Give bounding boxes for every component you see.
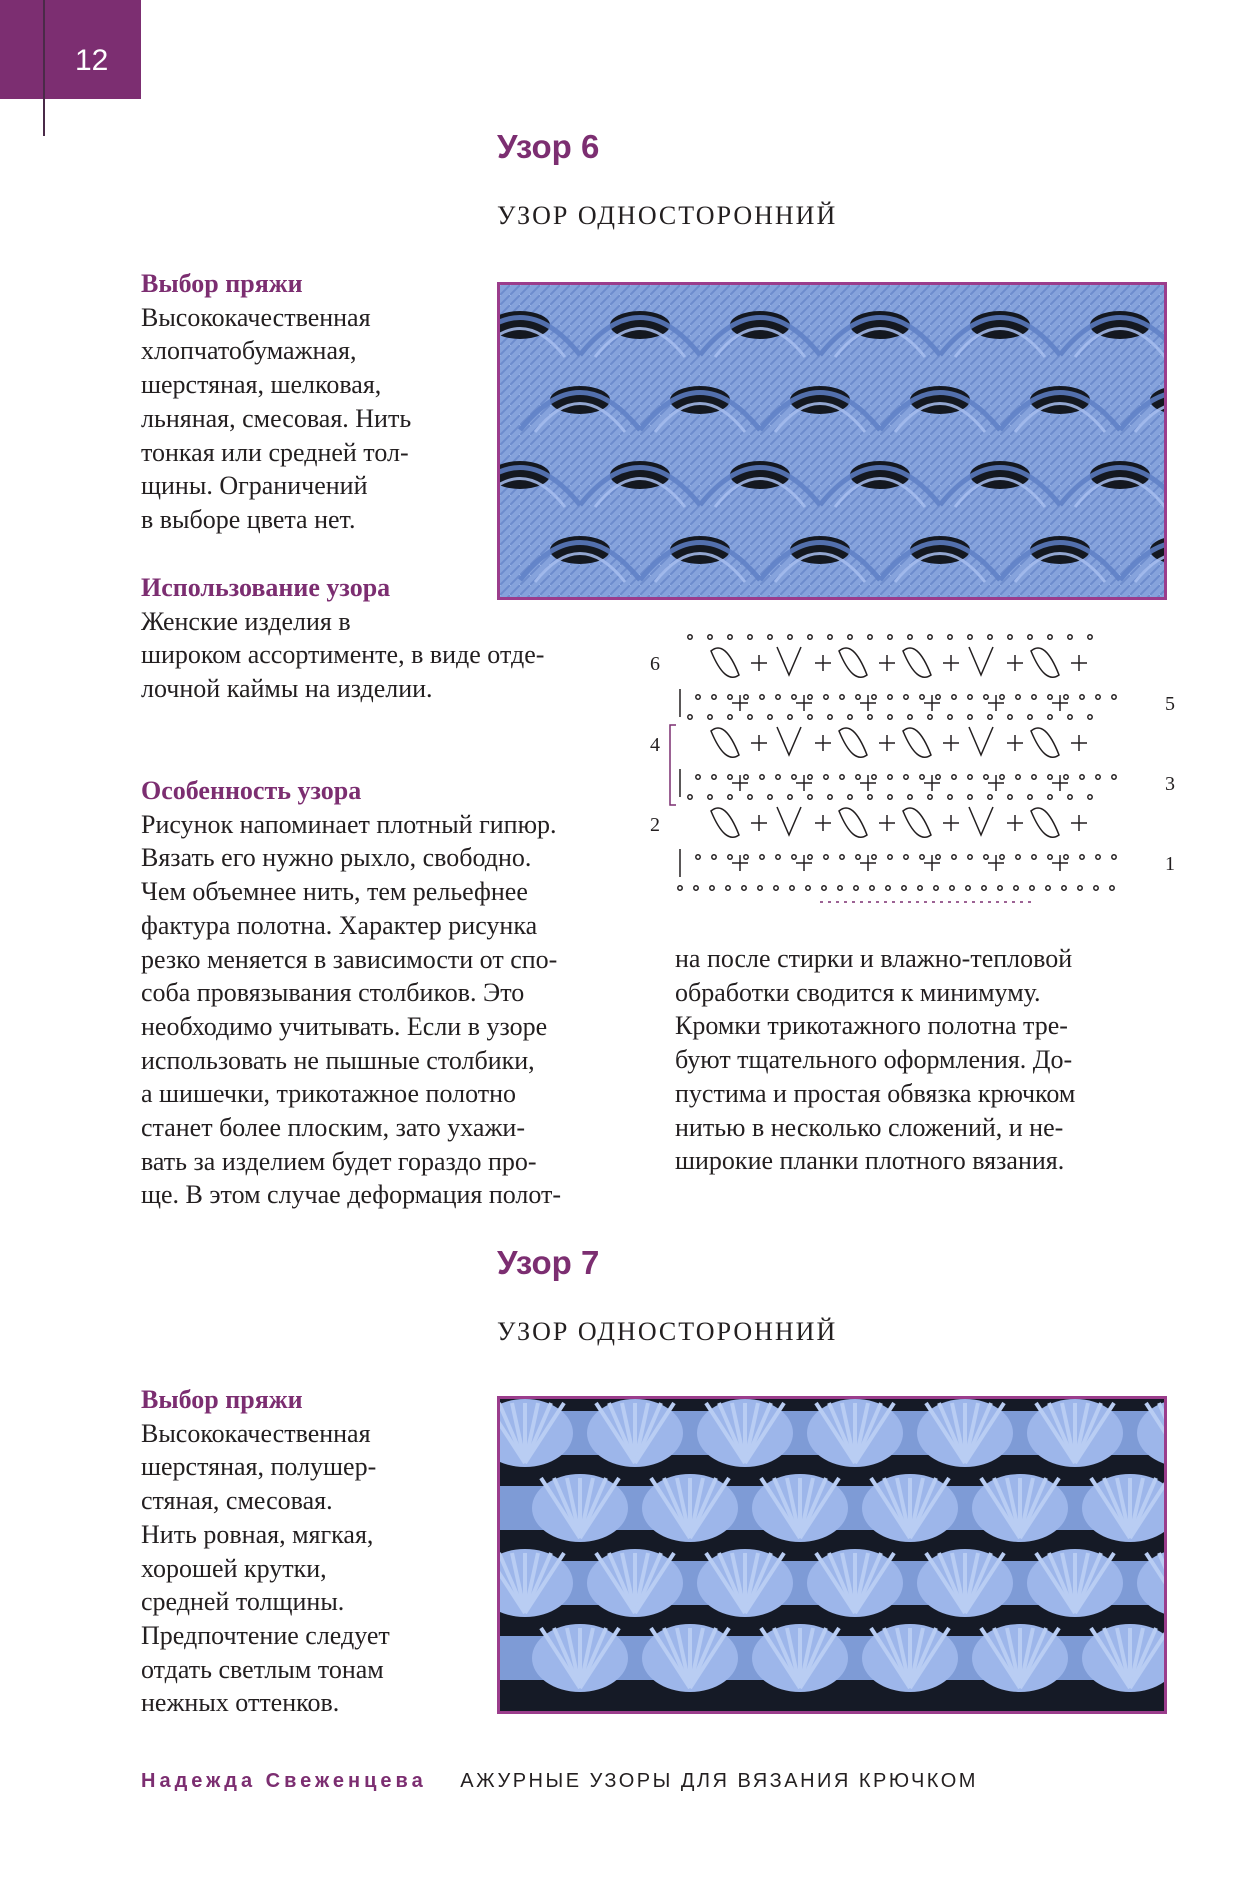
chart-chain	[1028, 635, 1032, 639]
chart-chain	[1048, 715, 1052, 719]
chart-single-crochet	[1071, 655, 1087, 671]
chart-chain	[808, 695, 812, 699]
chart-chain	[1080, 775, 1084, 779]
chart-chain	[988, 635, 992, 639]
chart-leaf-stitch	[903, 808, 931, 837]
chart-chain	[872, 855, 876, 859]
chart-chain	[1032, 695, 1036, 699]
pattern6-yarn-section	[141, 267, 491, 537]
pattern7-yarn-line: Нить ровная, мягкая,	[141, 1519, 374, 1549]
chart-chain	[888, 855, 892, 859]
chart-chain	[984, 695, 988, 699]
chart-chain	[888, 635, 892, 639]
pattern6-feature-line: а шишечки, трикотажное полотно	[141, 1079, 517, 1109]
chart-chain	[1048, 695, 1052, 699]
chart-leaf-stitch	[1031, 728, 1059, 757]
pattern6-feature-label: Особенность узора	[141, 776, 362, 805]
chart-single-crochet	[879, 815, 895, 831]
chart-chain	[856, 695, 860, 699]
chart-foundation-chain	[950, 886, 954, 890]
chart-single-crochet	[860, 855, 876, 871]
chart-foundation-chain	[902, 886, 906, 890]
page-number-tab	[0, 0, 141, 99]
chart-single-crochet	[924, 775, 940, 791]
chart-chain	[904, 855, 908, 859]
chart-chain	[824, 855, 828, 859]
chart-chain	[824, 775, 828, 779]
chart-chain	[968, 855, 972, 859]
chart-chain	[840, 695, 844, 699]
pattern6-usage-line: лочной каймы на изделии.	[141, 674, 433, 704]
pattern6-usage-label: Использование узора	[141, 573, 391, 602]
chart-v-stitch	[777, 647, 801, 675]
chart-chain	[1096, 695, 1100, 699]
chart-row-label-3: 3	[1165, 773, 1175, 795]
chart-single-crochet	[815, 735, 831, 751]
chart-chain	[728, 795, 732, 799]
chart-chain	[1000, 695, 1004, 699]
chart-single-crochet	[860, 775, 876, 791]
pattern6-feature-line: вать за изделием будет гораздо про-	[141, 1146, 537, 1176]
chart-single-crochet	[1052, 855, 1068, 871]
chart-chain	[1032, 775, 1036, 779]
chart-single-crochet	[732, 775, 748, 791]
chart-chain	[728, 695, 732, 699]
pattern6-photo-image	[500, 285, 1164, 597]
pattern6-usage-line: широком ассортименте, в виде отде-	[141, 640, 545, 670]
page-footer	[141, 1770, 978, 1793]
chart-chain	[708, 715, 712, 719]
chart-chain	[792, 855, 796, 859]
chart-chain	[948, 635, 952, 639]
chart-chain	[952, 775, 956, 779]
chart-chain	[1112, 695, 1116, 699]
chart-v-stitch	[777, 727, 801, 755]
chart-single-crochet	[988, 775, 1004, 791]
pattern6-feature-line: станет более плоским, зато ухажи-	[141, 1113, 525, 1143]
chart-chain	[744, 855, 748, 859]
chart-chain	[828, 715, 832, 719]
pattern6-feature-line: широкие планки плотного вязания.	[675, 1146, 1065, 1176]
chart-chain	[1016, 695, 1020, 699]
chart-chain	[712, 695, 716, 699]
chart-chain	[872, 775, 876, 779]
chart-chain	[728, 715, 732, 719]
chart-chain	[696, 775, 700, 779]
chart-v-stitch	[969, 647, 993, 675]
chart-chain	[1008, 635, 1012, 639]
chart-chain	[904, 695, 908, 699]
chart-single-crochet	[879, 655, 895, 671]
chart-chain	[1048, 635, 1052, 639]
footer-author: Надежда Свеженцева	[141, 1770, 427, 1792]
chart-foundation-chain	[966, 886, 970, 890]
chart-chain	[1080, 695, 1084, 699]
chart-foundation-chain	[678, 886, 682, 890]
chart-chain	[728, 635, 732, 639]
chart-chain	[988, 715, 992, 719]
pattern7-yarn-line: Предпочтение следует	[141, 1620, 390, 1650]
chart-single-crochet	[796, 695, 812, 711]
chart-single-crochet	[1052, 775, 1068, 791]
pattern7-yarn-line: отдать светлым тонам	[141, 1654, 384, 1684]
chart-chain	[1016, 775, 1020, 779]
chart-chain	[808, 775, 812, 779]
chart-foundation-chain	[1014, 886, 1018, 890]
pattern6-feature-line: на после стирки и влажно-тепловой	[675, 944, 1073, 973]
chart-single-crochet	[751, 655, 767, 671]
chart-chain	[988, 795, 992, 799]
chart-foundation-chain	[790, 886, 794, 890]
pattern6-title: Узор 6	[497, 128, 600, 165]
chart-chain	[968, 635, 972, 639]
pattern6-feature-section	[141, 774, 661, 1212]
chart-chain	[808, 795, 812, 799]
chart-foundation-chain	[774, 886, 778, 890]
pattern7-yarn-line: Высококачественная	[141, 1418, 371, 1448]
pattern7-yarn-line: хорошей крутки,	[141, 1553, 327, 1583]
chart-chain	[908, 715, 912, 719]
chart-chain	[968, 715, 972, 719]
chart-chain	[696, 695, 700, 699]
pattern6-feature-line: соба провязывания столбиков. Это	[141, 978, 525, 1008]
chart-chain	[928, 635, 932, 639]
chart-chain	[984, 855, 988, 859]
chart-repeat-bracket	[670, 725, 676, 805]
pattern7-title: Узор 7	[497, 1244, 600, 1281]
chart-chain	[1008, 715, 1012, 719]
chart-foundation-chain	[1094, 886, 1098, 890]
chart-chain	[936, 855, 940, 859]
chart-chain	[768, 635, 772, 639]
pattern6-feature-line: Рисунок напоминает плотный гипюр.	[141, 809, 557, 839]
chart-chain	[760, 855, 764, 859]
chart-foundation-chain	[694, 886, 698, 890]
chart-chain	[808, 855, 812, 859]
chart-single-crochet	[988, 855, 1004, 871]
chart-chain	[1068, 635, 1072, 639]
chart-foundation-chain	[870, 886, 874, 890]
pattern7-yarn-line: стяная, смесовая.	[141, 1486, 333, 1516]
chart-row-label-6: 6	[650, 653, 660, 675]
chart-single-crochet	[924, 695, 940, 711]
chart-chain	[744, 695, 748, 699]
chart-row-label-4: 4	[650, 734, 660, 756]
chart-chain	[748, 715, 752, 719]
pattern6-yarn-line: льняная, смесовая. Нить	[141, 403, 412, 433]
pattern6-photo	[497, 282, 1167, 600]
chart-chain	[952, 855, 956, 859]
pattern6-yarn-line: тонкая или средней тол-	[141, 437, 409, 467]
chart-single-crochet	[1007, 735, 1023, 751]
chart-chain	[1064, 695, 1068, 699]
chart-chain	[776, 695, 780, 699]
pattern6-feature-line: фактура полотна. Характер рисунка	[141, 910, 538, 940]
chart-leaf-stitch	[711, 728, 739, 757]
pattern6-feature-line: ще. В этом случае деформация полот-	[141, 1180, 562, 1210]
chart-chain	[920, 775, 924, 779]
pattern6-feature-line: резко меняется в зависимости от спо-	[141, 944, 558, 974]
pattern6-yarn-label: Выбор пряжи	[141, 269, 303, 298]
pattern7-yarn-line: шерстяная, полушер-	[141, 1452, 377, 1482]
chart-foundation-chain	[1078, 886, 1082, 890]
chart-chain	[856, 775, 860, 779]
chart-foundation-chain	[1110, 886, 1114, 890]
chart-chain	[920, 855, 924, 859]
chart-chain	[760, 775, 764, 779]
chart-leaf-stitch	[711, 808, 739, 837]
pattern6-usage-section	[141, 571, 661, 706]
chart-leaf-stitch	[1031, 648, 1059, 677]
chart-chain	[688, 635, 692, 639]
chart-foundation-chain	[1030, 886, 1034, 890]
chart-foundation-chain	[854, 886, 858, 890]
chart-chain	[856, 855, 860, 859]
chart-chain	[788, 715, 792, 719]
chart-chain	[848, 635, 852, 639]
chart-leaf-stitch	[839, 648, 867, 677]
chart-chain	[928, 795, 932, 799]
chart-chain	[708, 635, 712, 639]
chart-leaf-stitch	[903, 728, 931, 757]
chart-v-stitch	[777, 807, 801, 835]
chart-chain	[1088, 635, 1092, 639]
chart-chain	[908, 635, 912, 639]
chart-chain	[968, 695, 972, 699]
chart-chain	[908, 795, 912, 799]
pattern6-feature-line: обработки сводится к минимуму.	[675, 977, 1041, 1007]
pattern6-yarn-line: в выборе цвета нет.	[141, 504, 356, 534]
chart-chain	[828, 795, 832, 799]
chart-chain	[1016, 855, 1020, 859]
pattern6-feature-line: использовать не пышные столбики,	[141, 1045, 535, 1075]
chart-chain	[968, 795, 972, 799]
pattern6-feature-line: буют тщательного оформления. До-	[675, 1045, 1073, 1075]
chart-chain	[1096, 775, 1100, 779]
chart-foundation-chain	[1062, 886, 1066, 890]
chart-single-crochet	[815, 815, 831, 831]
chart-single-crochet	[815, 655, 831, 671]
chart-leaf-stitch	[1031, 808, 1059, 837]
pattern6-yarn-line: шерстяная, шелковая,	[141, 370, 382, 400]
chart-chain	[928, 715, 932, 719]
chart-chain	[712, 855, 716, 859]
chart-chain	[868, 635, 872, 639]
chart-chain	[920, 695, 924, 699]
chart-chain	[936, 775, 940, 779]
chart-single-crochet	[1007, 655, 1023, 671]
chart-single-crochet	[796, 775, 812, 791]
chart-foundation-chain	[822, 886, 826, 890]
chart-chain	[768, 715, 772, 719]
chart-single-crochet	[1052, 695, 1068, 711]
chart-chain	[748, 635, 752, 639]
chart-leaf-stitch	[839, 728, 867, 757]
chart-single-crochet	[943, 655, 959, 671]
chart-chain	[1000, 855, 1004, 859]
pattern7-yarn-section	[141, 1383, 491, 1720]
chart-chain	[708, 795, 712, 799]
chart-chain	[688, 795, 692, 799]
chart-foundation-chain	[982, 886, 986, 890]
chart-single-crochet	[1071, 815, 1087, 831]
pattern7-yarn-line: нежных оттенков.	[141, 1688, 340, 1718]
pattern6-crochet-chart	[640, 630, 1180, 910]
chart-leaf-stitch	[839, 808, 867, 837]
chart-chain	[792, 775, 796, 779]
chart-chain	[696, 855, 700, 859]
pattern6-yarn-line: Высококачественная	[141, 302, 371, 332]
chart-chain	[948, 715, 952, 719]
chart-foundation-chain	[1046, 886, 1050, 890]
pattern7-photo	[497, 1396, 1167, 1714]
pattern7-subtitle: УЗОР ОДНОСТОРОННИЙ	[497, 1317, 838, 1346]
chart-single-crochet	[860, 695, 876, 711]
chart-chain	[1048, 855, 1052, 859]
chart-single-crochet	[924, 855, 940, 871]
chart-foundation-chain	[742, 886, 746, 890]
pattern6-feature-line: нитью в несколько сложений, и не-	[675, 1112, 1064, 1142]
chart-chain	[1096, 855, 1100, 859]
chart-foundation-chain	[998, 886, 1002, 890]
chart-chain	[728, 775, 732, 779]
chart-chain	[760, 695, 764, 699]
chart-chain	[968, 775, 972, 779]
chart-single-crochet	[796, 855, 812, 871]
chart-chain	[984, 775, 988, 779]
pattern6-yarn-line: щины. Ограничений	[141, 471, 368, 501]
chart-single-crochet	[732, 695, 748, 711]
chart-chain	[888, 715, 892, 719]
pattern6-usage-line: Женские изделия в	[141, 606, 351, 636]
chart-chain	[888, 795, 892, 799]
chart-single-crochet	[943, 815, 959, 831]
chart-chain	[688, 715, 692, 719]
chart-chain	[1048, 775, 1052, 779]
chart-chain	[1088, 795, 1092, 799]
chart-foundation-chain	[838, 886, 842, 890]
chart-chain	[948, 795, 952, 799]
chart-chain	[728, 855, 732, 859]
chart-chain	[1032, 855, 1036, 859]
chart-chain	[776, 775, 780, 779]
chart-chain	[888, 775, 892, 779]
chart-chain	[868, 795, 872, 799]
chart-chain	[1112, 775, 1116, 779]
chart-chain	[1028, 715, 1032, 719]
chart-chain	[888, 695, 892, 699]
chart-chain	[1028, 795, 1032, 799]
chart-foundation-chain	[758, 886, 762, 890]
chart-single-crochet	[879, 735, 895, 751]
chart-chain	[788, 795, 792, 799]
chart-single-crochet	[732, 855, 748, 871]
chart-chain	[868, 715, 872, 719]
pattern6-subtitle: УЗОР ОДНОСТОРОННИЙ	[497, 201, 838, 230]
chart-chain	[776, 855, 780, 859]
chart-chain	[1064, 855, 1068, 859]
chart-chain	[1068, 795, 1072, 799]
pattern6-feature-line: пустима и простая обвязка крючком	[675, 1078, 1076, 1108]
chart-chain	[1080, 855, 1084, 859]
chart-single-crochet	[943, 735, 959, 751]
chart-chain	[808, 635, 812, 639]
pattern7-yarn-label: Выбор пряжи	[141, 1385, 303, 1414]
chart-foundation-chain	[710, 886, 714, 890]
chart-chain	[936, 695, 940, 699]
chart-chain	[840, 855, 844, 859]
chart-chain	[828, 635, 832, 639]
chart-row-label-5: 5	[1165, 693, 1175, 715]
pattern7-yarn-line: средней толщины.	[141, 1587, 345, 1617]
chart-foundation-chain	[806, 886, 810, 890]
chart-single-crochet	[1071, 735, 1087, 751]
chart-chain	[848, 795, 852, 799]
chart-chain	[712, 775, 716, 779]
chart-row-label-2: 2	[650, 814, 660, 836]
chart-foundation-chain	[934, 886, 938, 890]
chart-foundation-chain	[726, 886, 730, 890]
chart-leaf-stitch	[711, 648, 739, 677]
page-number: 12	[75, 44, 109, 77]
chart-chain	[952, 695, 956, 699]
pattern6-feature-line: Кромки трикотажного полотна тре-	[675, 1011, 1068, 1041]
tab-divider-line	[43, 0, 45, 136]
chart-chain	[848, 715, 852, 719]
chart-foundation-chain	[918, 886, 922, 890]
chart-chain	[1008, 795, 1012, 799]
chart-chain	[1064, 775, 1068, 779]
chart-chain	[840, 775, 844, 779]
pattern6-feature-line: Вязать его нужно рыхло, свободно.	[141, 843, 532, 873]
chart-chain	[748, 795, 752, 799]
chart-v-stitch	[969, 727, 993, 755]
chart-row-label-1: 1	[1165, 853, 1175, 875]
chart-chain	[872, 695, 876, 699]
pattern6-feature-line: Чем объемнее нить, тем рельефнее	[141, 877, 528, 907]
chart-chain	[788, 635, 792, 639]
chart-chain	[1000, 775, 1004, 779]
chart-chain	[1088, 715, 1092, 719]
chart-chain	[1068, 715, 1072, 719]
chart-chain	[744, 775, 748, 779]
chart-foundation-chain	[886, 886, 890, 890]
chart-leaf-stitch	[903, 648, 931, 677]
chart-chain	[792, 695, 796, 699]
chart-single-crochet	[988, 695, 1004, 711]
footer-book-title: АЖУРНЫЕ УЗОРЫ ДЛЯ ВЯЗАНИЯ КРЮЧКОМ	[460, 1770, 978, 1792]
chart-single-crochet	[751, 735, 767, 751]
chart-single-crochet	[751, 815, 767, 831]
chart-chain	[1112, 855, 1116, 859]
chart-chain	[904, 775, 908, 779]
chart-chain	[808, 715, 812, 719]
pattern6-feature-line: необходимо учитывать. Если в узоре	[141, 1011, 548, 1041]
chart-chain	[1048, 795, 1052, 799]
pattern6-feature-continued	[675, 942, 1195, 1178]
chart-chain	[768, 795, 772, 799]
chart-chain	[824, 695, 828, 699]
pattern7-photo-image	[500, 1399, 1164, 1711]
chart-single-crochet	[1007, 815, 1023, 831]
pattern6-yarn-line: хлопчатобумажная,	[141, 336, 357, 366]
chart-v-stitch	[969, 807, 993, 835]
